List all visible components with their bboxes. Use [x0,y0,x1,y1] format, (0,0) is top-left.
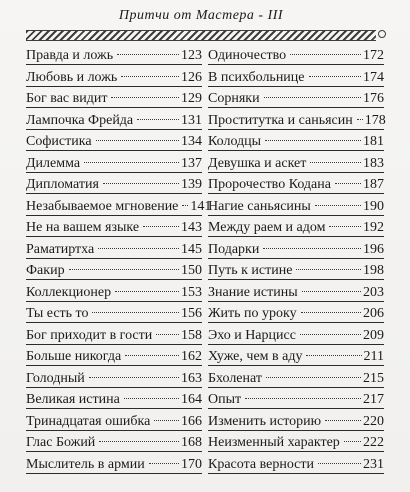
toc-entry [26,154,202,173]
entry-page: 129 [181,91,202,106]
dot-leader [137,119,179,120]
dot-leader [149,463,179,464]
entry-page: 168 [181,435,202,450]
decorative-border [26,30,376,41]
toc-entry [26,412,202,431]
entry-title: Любовь и ложь [26,69,118,85]
dot-leader [182,205,188,206]
entry-page: 181 [363,134,384,149]
toc-entry [208,369,384,388]
toc-entry [208,283,384,302]
entry-title: Хуже, чем в аду [208,349,303,364]
dot-leader [124,398,179,399]
toc-entry [26,175,202,194]
entry-page: 215 [363,370,384,386]
entry-title: Лампочка Фрейда [26,112,134,128]
dot-leader [325,420,361,421]
toc-entry [26,326,202,345]
toc-entry [208,218,384,237]
entry-title: Пророчество Кодана [208,177,331,192]
entry-page: 156 [181,306,202,321]
entry-page: 166 [181,413,202,429]
entry-page: 220 [363,413,384,429]
dot-leader [306,355,361,356]
entry-page: 190 [363,198,384,214]
toc-column-left [26,46,212,476]
entry-page: 211 [363,349,384,364]
dot-leader [302,291,361,292]
dot-leader [92,312,179,313]
toc-entry [26,132,202,151]
dot-leader [111,97,179,98]
dot-leader [103,183,179,184]
entry-page: 196 [363,241,384,257]
toc-entry [208,304,384,323]
toc-entry [26,89,202,108]
dot-leader [121,76,179,77]
entry-title: Путь к истине [208,263,293,278]
toc-entry [26,46,202,65]
entry-page: 217 [363,392,384,407]
entry-title: В психбольнице [208,69,305,85]
entry-page: 187 [363,177,384,192]
entry-page: 172 [363,48,384,63]
dot-leader [300,334,361,335]
toc-entry [208,111,384,130]
toc-entry [26,68,202,87]
entry-title: Бог приходит в гости [26,327,153,343]
dot-leader [329,226,361,227]
entry-title: Незабываемое мгновение [26,198,179,214]
entry-title: Нагие саньясины [208,198,311,214]
toc-entry [208,132,384,151]
dot-leader [263,248,361,249]
toc-entry [26,347,202,366]
toc-entry [26,197,212,216]
entry-page: 145 [181,241,202,257]
entry-title: Дипломатия [26,177,99,192]
toc-entry [208,68,384,87]
entry-title: Одиночество [208,48,287,63]
entry-title: Мыслитель в армии [26,456,145,472]
entry-title: Голодный [26,370,85,386]
entry-title: Тринадцатая ошибка [26,413,151,429]
dot-leader [117,54,179,55]
dot-leader [154,420,179,421]
dot-leader [309,76,361,77]
entry-title: Красота верности [208,456,314,472]
entry-page: 153 [181,284,202,300]
dot-leader [156,334,179,335]
entry-page: 162 [181,349,202,364]
entry-page: 131 [181,112,202,128]
entry-title: Ты есть то [26,306,89,321]
toc-entry [208,46,384,65]
dot-leader [265,140,361,141]
entry-page: 203 [363,284,384,300]
entry-title: Коллекционер [26,284,112,300]
dot-leader [315,205,361,206]
dot-leader [266,377,361,378]
entry-title: Бхоленат [208,370,262,386]
entry-page: 198 [363,263,384,278]
entry-page: 139 [181,177,202,192]
entry-page: 183 [363,155,384,171]
entry-page: 134 [181,134,202,149]
entry-title: Жить по уроку [208,306,297,321]
toc-entry [208,326,384,345]
entry-page: 192 [363,220,384,235]
entry-page: 206 [363,306,384,321]
entry-page: 209 [363,327,384,343]
entry-page: 123 [181,48,202,63]
entry-page: 126 [181,69,202,85]
entry-title: Великая истина [26,392,120,407]
entry-title: Бог вас видит [26,91,108,106]
dot-leader [344,441,361,442]
entry-title: Между раем и адом [208,220,326,235]
dot-leader [335,183,361,184]
toc-entry [26,283,202,302]
dot-leader [301,312,361,313]
entry-title: Дилемма [26,155,81,171]
entry-page: 178 [364,112,386,128]
entry-page: 143 [181,220,202,235]
toc-entry [26,304,202,323]
dot-leader [125,355,179,356]
entry-page: 174 [363,69,384,85]
dot-leader [115,291,179,292]
entry-title: Факир [26,263,65,278]
entry-title: Софистика [26,134,92,149]
entry-title: Правда и ложь [26,48,114,63]
entry-title: Колодцы [208,134,262,149]
entry-title: Проститутка и саньясин [208,112,353,128]
toc-entry [208,433,384,452]
entry-title: Неизменный характер [208,435,340,450]
toc-entry [26,455,202,474]
toc-entry [208,455,384,474]
entry-title: Глас Божий [26,435,96,450]
entry-title: Сорняки [208,91,260,106]
dot-leader [290,54,361,55]
dot-leader [89,377,179,378]
dot-leader [310,162,361,163]
entry-page: 158 [181,327,202,343]
entry-title: Подарки [208,241,260,257]
toc-entry [208,390,384,409]
toc-entry [208,154,384,173]
dot-leader [143,226,179,227]
toc-entry [208,240,384,259]
toc-entry [208,347,384,366]
toc-entry [208,261,384,280]
toc-entry [26,261,202,280]
toc-entry [26,433,202,452]
dot-leader [96,140,179,141]
toc-entry [208,197,384,216]
dot-leader [99,441,179,442]
running-header: Притчи от Мастера - III [118,8,284,23]
entry-title: Знание истины [208,284,298,300]
toc-entry [26,111,202,130]
dot-leader [318,463,361,464]
dot-leader [357,119,363,120]
entry-page: 176 [363,91,384,106]
dot-leader [98,248,179,249]
entry-title: Девушка и аскет [208,155,307,171]
entry-title: Эхо и Нарцисс [208,327,296,343]
entry-page: 137 [181,155,202,171]
entry-title: Не на вашем языке [26,220,140,235]
dot-leader [296,269,361,270]
dot-leader [245,398,361,399]
dot-leader [264,97,361,98]
dot-leader [84,162,179,163]
entry-page: 163 [181,370,202,386]
toc-column-right [208,46,384,476]
toc-entry [208,89,384,108]
entry-title: Больше никогда [26,349,122,364]
entry-title: Изменить историю [208,413,322,429]
entry-page: 231 [363,456,384,472]
entry-page: 164 [181,392,202,407]
entry-page: 150 [181,263,202,278]
entry-page: 141 [190,198,212,214]
entry-title: Раматиртха [26,241,95,257]
toc-entry [26,390,202,409]
dot-leader [69,269,179,270]
entry-page: 222 [363,435,384,450]
toc-entry [208,175,384,194]
toc-entry [26,240,202,259]
entry-page: 170 [181,456,202,472]
toc-entry [26,369,202,388]
table-of-contents [26,46,386,476]
toc-entry [26,218,202,237]
entry-title: Опыт [208,392,242,407]
toc-entry [208,412,384,431]
